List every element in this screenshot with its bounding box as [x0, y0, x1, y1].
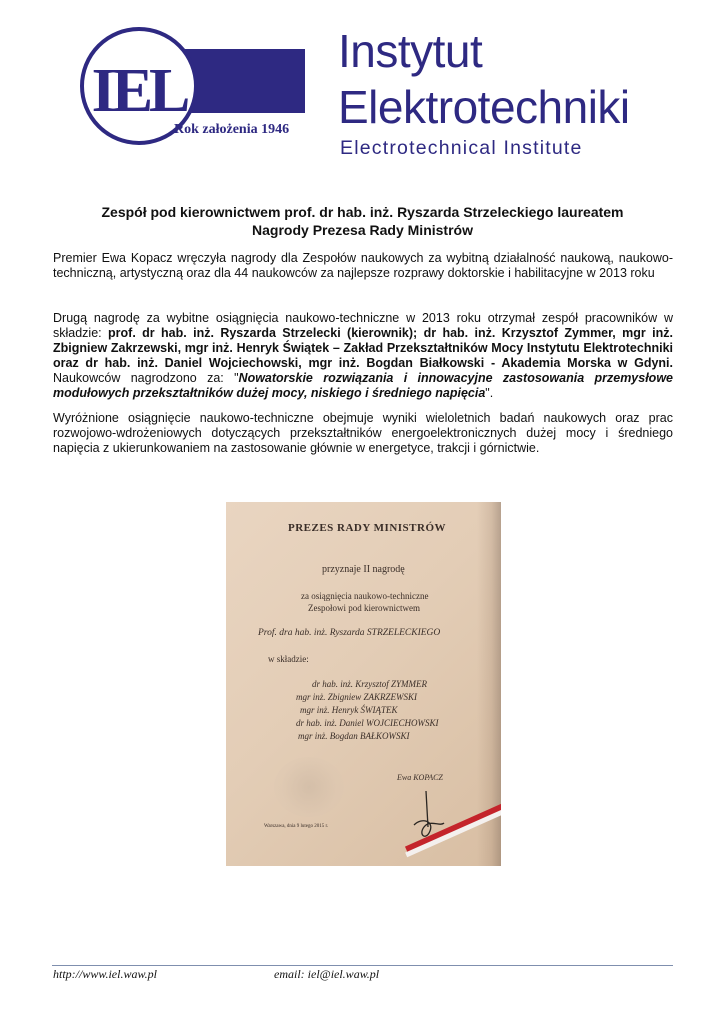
paragraph-team [53, 311, 673, 401]
footer-divider [52, 965, 673, 966]
award-work-title: Nowatorskie rozwiązania i innowacyjne zastosowania przemysłowe modułowych przekształtników dużej mocy, niskiego i średniego napięcia [53, 371, 673, 400]
team-members: prof. dr hab. inż. Ryszarda Strzelecki (kierownik); dr hab. inż. Krzysztof Zymmer, mgr inż. Zbigniew Zakrzewski, mgr inż. Henryk Świątek – Zakład Przekształtników Mocy Instytutu Elektrotechniki oraz dr hab. inż. Daniel Wojciechowski, mgr inż. Bogdan Białkowski - Akademia Morska w Gdyni. [53, 326, 673, 370]
diploma-team-label: Zespołowi pod kierownictwem [308, 603, 420, 613]
award-reason-end: ". [485, 386, 494, 400]
diploma-member: mgr inż. Bogdan BAŁKOWSKI [298, 731, 410, 741]
diploma-award: przyznaje II nagrodę [322, 564, 405, 575]
paragraph-intro: Premier Ewa Kopacz wręczyła nagrody dla Zespołów naukowych za wybitną działalność naukową, naukowo-techniczną, artystyczną oraz dla 44 naukowców za najlepsze rozprawy doktorskie i habilitacyjne w 2013 roku [53, 251, 673, 280]
diploma-leader: Prof. dra hab. inż. Ryszarda STRZELECKIEGO [258, 628, 441, 638]
heading-line2: Nagrody Prezesa Rady Ministrów [252, 222, 473, 238]
svg-text:IEL: IEL [91, 57, 187, 125]
diploma-member: dr hab. inż. Krzysztof ZYMMER [312, 679, 428, 689]
founded-label: Rok założenia 1946 [174, 122, 290, 137]
diploma-title: PREZES RADY MINISTRÓW [288, 522, 447, 534]
article-heading [60, 203, 665, 239]
diploma-member: mgr inż. Henryk ŚWIĄTEK [300, 705, 398, 715]
paragraph-achievement: Wyróżnione osiągnięcie naukowo-techniczne obejmuje wyniki wieloletnich badań naukowych oraz prac rozwojowo-wdrożeniowych dotyczących przekształtników energoelektronicznych dużej mocy i średniego napięcia z ukierunkowaniem na zastosowanie głównie w energetyce, trakcji i górnictwie. [53, 411, 673, 455]
team-intro: Drugą nagrodę za wybitne osiągnięcia naukowo-techniczne w 2013 roku otrzymał zespół pracowników w składzie: [53, 311, 673, 340]
diploma-composition: w składzie: [268, 654, 309, 664]
letterhead [0, 0, 725, 165]
footer-website-link[interactable]: http://www.iel.waw.pl [53, 967, 157, 981]
diploma-member: mgr inż. Zbigniew ZAKRZEWSKI [296, 692, 418, 702]
diploma-signatory: Ewa KOPACZ [397, 773, 443, 782]
footer-email-link[interactable]: email: iel@iel.waw.pl [274, 967, 380, 981]
diploma-photo [226, 502, 501, 866]
diploma-place-date: Warszawa, dnia 9 lutego 2015 r. [264, 824, 329, 829]
diploma-member: dr hab. inż. Daniel WOJCIECHOWSKI [296, 718, 439, 728]
heading-line1: Zespół pod kierownictwem prof. dr hab. inż. Ryszarda Strzeleckiego laureatem [101, 204, 624, 220]
eagle-seal-icon [274, 757, 344, 817]
institute-name-english: Electrotechnical Institute [340, 137, 583, 159]
institute-name-line2: Elektrotechniki [338, 81, 630, 133]
institute-name-line1: Instytut [338, 25, 483, 77]
award-reason-lead: Naukowców nagrodzono za: " [53, 371, 239, 385]
diploma-category: za osiągnięcia naukowo-techniczne [301, 591, 429, 601]
signature-mark [404, 787, 454, 847]
